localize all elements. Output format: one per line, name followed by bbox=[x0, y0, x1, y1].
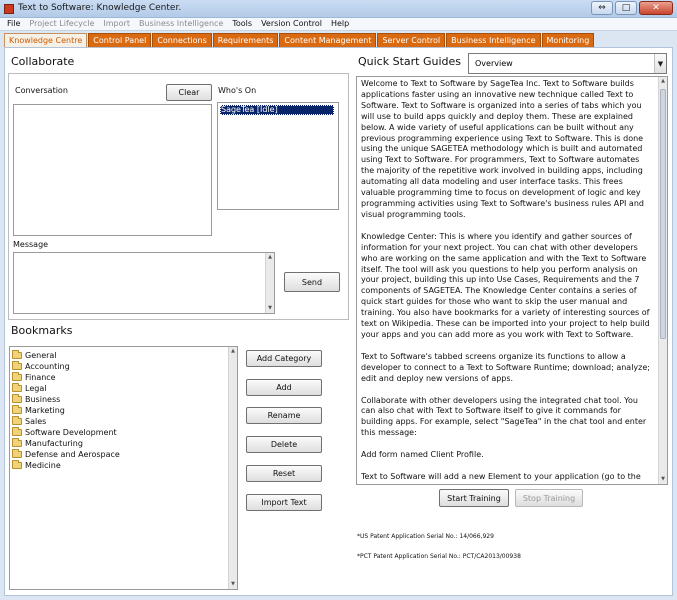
knowledge-centre-panel bbox=[4, 47, 673, 596]
whos-on-label: Who's On bbox=[218, 86, 257, 95]
scroll-up-icon[interactable]: ▲ bbox=[268, 254, 272, 260]
folder-icon bbox=[12, 418, 22, 425]
bookmark-category-label: Medicine bbox=[25, 461, 61, 470]
tab-monitoring[interactable]: Monitoring bbox=[542, 33, 595, 47]
folder-icon bbox=[12, 385, 22, 392]
folder-icon bbox=[12, 352, 22, 359]
main-tabs bbox=[4, 33, 594, 47]
list-item[interactable] bbox=[12, 383, 46, 394]
bookmark-category-label: General bbox=[25, 351, 57, 360]
close-button[interactable]: ✕ bbox=[639, 1, 673, 15]
scroll-up-icon[interactable]: ▲ bbox=[231, 348, 235, 354]
bookmarks-title: Bookmarks bbox=[11, 324, 73, 337]
menu-help[interactable]: Help bbox=[330, 19, 350, 28]
menu-business-intelligence[interactable]: Business Intelligence bbox=[138, 19, 224, 28]
menu-project-lifecycle[interactable]: Project Lifecycle bbox=[29, 19, 95, 28]
guide-text-panel[interactable] bbox=[356, 76, 668, 485]
tab-content-management[interactable]: Content Management bbox=[279, 33, 376, 47]
bookmark-category-label: Legal bbox=[25, 384, 47, 393]
patent-us: *US Patent Application Serial No.: 14/066,929 bbox=[357, 533, 494, 540]
app-icon bbox=[4, 4, 14, 14]
guide-paragraph: Welcome to Text to Software by SageTea Inc. Text to Software builds applications faster using an innovative new technique called Text to Software. Text to Software is organized into a series of tabs which you will use to build apps quickly and deploy them. These are explained below. A wide variety of useful applications can be built without any previous programming experience using Text to Software. This is done using the unique SAGETEA methodology which is built and automated using Text to Software. For programmers, Text to Software automates the majority of the repetitive work involved in building apps, including automating all data modeling and user interface tasks. This frees valuable programming time to focus on development of logic and key programming activities using Text to Software's business rules API and visual programming tools. bbox=[361, 79, 644, 219]
guide-paragraph: Collaborate with other developers using the integrated chat tool. You can also chat with Text to Software itself to give it commands for building apps. For example, select "SageTea" in the chat tool and enter this message: bbox=[361, 395, 647, 438]
message-input[interactable] bbox=[13, 252, 275, 314]
guide-text bbox=[361, 79, 651, 485]
patent-pct: *PCT Patent Application Serial No.: PCT/CA2013/00938 bbox=[357, 553, 521, 560]
guide-paragraph: Knowledge Center: This is where you identify and gather sources of information for your next project. You can chat with other developers who are working on the same application and with the Text to Software itself. The tool will ask you questions to help you perform analysis on your project, building this up into Use Cases, Requirements and the 7 components of SAGETEA. The Knowledge Center contains a series of quick start guides for those who want to skip the user manual and training. You also have bookmarks for a variety of interesting sources of text on Wikipedia. These can be imported into your project to help build your apps and you can add more as you work with Text to Software. bbox=[361, 231, 650, 339]
menu-bar bbox=[0, 18, 677, 31]
folder-icon bbox=[12, 451, 22, 458]
maximize-button[interactable]: □ bbox=[615, 1, 637, 15]
window-title: Text to Software: Knowledge Center. bbox=[18, 3, 182, 13]
title-bar bbox=[0, 0, 677, 18]
tab-business-intelligence[interactable]: Business Intelligence bbox=[446, 33, 540, 47]
delete-button[interactable]: Delete bbox=[246, 436, 322, 453]
tab-requirements[interactable]: Requirements bbox=[213, 33, 279, 47]
clear-button[interactable]: Clear bbox=[166, 84, 212, 101]
folder-icon bbox=[12, 363, 22, 370]
stop-training-button[interactable]: Stop Training bbox=[515, 489, 583, 507]
conversation-label: Conversation bbox=[15, 86, 68, 95]
guide-scroll-thumb[interactable] bbox=[660, 89, 666, 339]
collaborate-group bbox=[8, 73, 349, 320]
guide-select-value: Overview bbox=[475, 59, 513, 68]
whos-on-list[interactable] bbox=[217, 102, 339, 210]
window-controls bbox=[591, 1, 673, 15]
tab-connections[interactable]: Connections bbox=[152, 33, 211, 47]
bookmark-category-label: Sales bbox=[25, 417, 47, 426]
list-item[interactable] bbox=[12, 438, 83, 449]
list-item[interactable] bbox=[12, 460, 61, 471]
folder-icon bbox=[12, 462, 22, 469]
tab-server-control[interactable]: Server Control bbox=[377, 33, 445, 47]
menu-tools[interactable]: Tools bbox=[232, 19, 253, 28]
scroll-down-icon[interactable]: ▼ bbox=[661, 476, 665, 482]
bookmark-category-label: Software Development bbox=[25, 428, 117, 437]
menu-version-control[interactable]: Version Control bbox=[261, 19, 322, 28]
bookmarks-scrollbar[interactable] bbox=[228, 347, 237, 589]
bookmark-category-label: Defense and Aerospace bbox=[25, 450, 120, 459]
conversation-box[interactable] bbox=[13, 104, 212, 236]
message-label: Message bbox=[13, 240, 49, 249]
bookmarks-tree[interactable] bbox=[9, 346, 238, 590]
guide-paragraph: Text to Software will add a new Element to your application (go to the bbox=[361, 472, 641, 482]
add-category-button[interactable]: Add Category bbox=[246, 350, 322, 367]
start-training-button[interactable]: Start Training bbox=[439, 489, 509, 507]
list-item[interactable] bbox=[12, 405, 65, 416]
list-item[interactable] bbox=[12, 449, 120, 460]
list-item[interactable] bbox=[12, 350, 57, 361]
scroll-down-icon[interactable]: ▼ bbox=[231, 581, 235, 587]
rename-button[interactable]: Rename bbox=[246, 407, 322, 424]
send-button[interactable]: Send bbox=[284, 272, 340, 292]
folder-icon bbox=[12, 440, 22, 447]
tab-knowledge-centre[interactable]: Knowledge Centre bbox=[4, 33, 87, 47]
list-item[interactable] bbox=[12, 416, 46, 427]
bookmark-category-label: Finance bbox=[25, 373, 56, 382]
bookmark-category-label: Business bbox=[25, 395, 61, 404]
import-text-button[interactable]: Import Text bbox=[246, 494, 322, 511]
menu-import[interactable]: Import bbox=[103, 19, 130, 28]
guide-paragraph: Add form named Client Profile. bbox=[361, 450, 484, 460]
collaborate-title: Collaborate bbox=[11, 55, 75, 68]
folder-icon bbox=[12, 374, 22, 381]
list-item[interactable] bbox=[12, 372, 56, 383]
tab-control-panel[interactable]: Control Panel bbox=[88, 33, 151, 47]
minimize-button[interactable]: ⇔ bbox=[591, 1, 613, 15]
folder-icon bbox=[12, 429, 22, 436]
bookmark-category-label: Manufacturing bbox=[25, 439, 83, 448]
list-item[interactable] bbox=[12, 394, 60, 405]
list-item[interactable] bbox=[12, 427, 117, 438]
folder-icon bbox=[12, 407, 22, 414]
bookmark-category-label: Accounting bbox=[25, 362, 70, 371]
scroll-down-icon[interactable]: ▼ bbox=[268, 305, 272, 311]
guide-select[interactable] bbox=[468, 53, 667, 74]
scroll-up-icon[interactable]: ▲ bbox=[661, 78, 665, 84]
list-item[interactable]: SageTea [Idle] bbox=[220, 105, 334, 115]
chevron-down-icon[interactable]: ▼ bbox=[654, 54, 666, 73]
bookmark-category-label: Marketing bbox=[25, 406, 65, 415]
menu-file[interactable]: File bbox=[7, 19, 21, 28]
guide-paragraph: Text to Software's tabbed screens organize its functions to allow a developer to connect to a Text to Software Runtime; download; analyze; edit and deploy new versions of apps. bbox=[361, 351, 650, 383]
add-bookmark-button[interactable]: Add bbox=[246, 379, 322, 396]
guide-scrollbar[interactable] bbox=[658, 77, 667, 484]
reset-button[interactable]: Reset bbox=[246, 465, 322, 482]
quick-start-title: Quick Start Guides bbox=[358, 55, 462, 68]
folder-icon bbox=[12, 396, 22, 403]
list-item[interactable] bbox=[12, 361, 70, 372]
message-scrollbar[interactable] bbox=[265, 253, 274, 313]
